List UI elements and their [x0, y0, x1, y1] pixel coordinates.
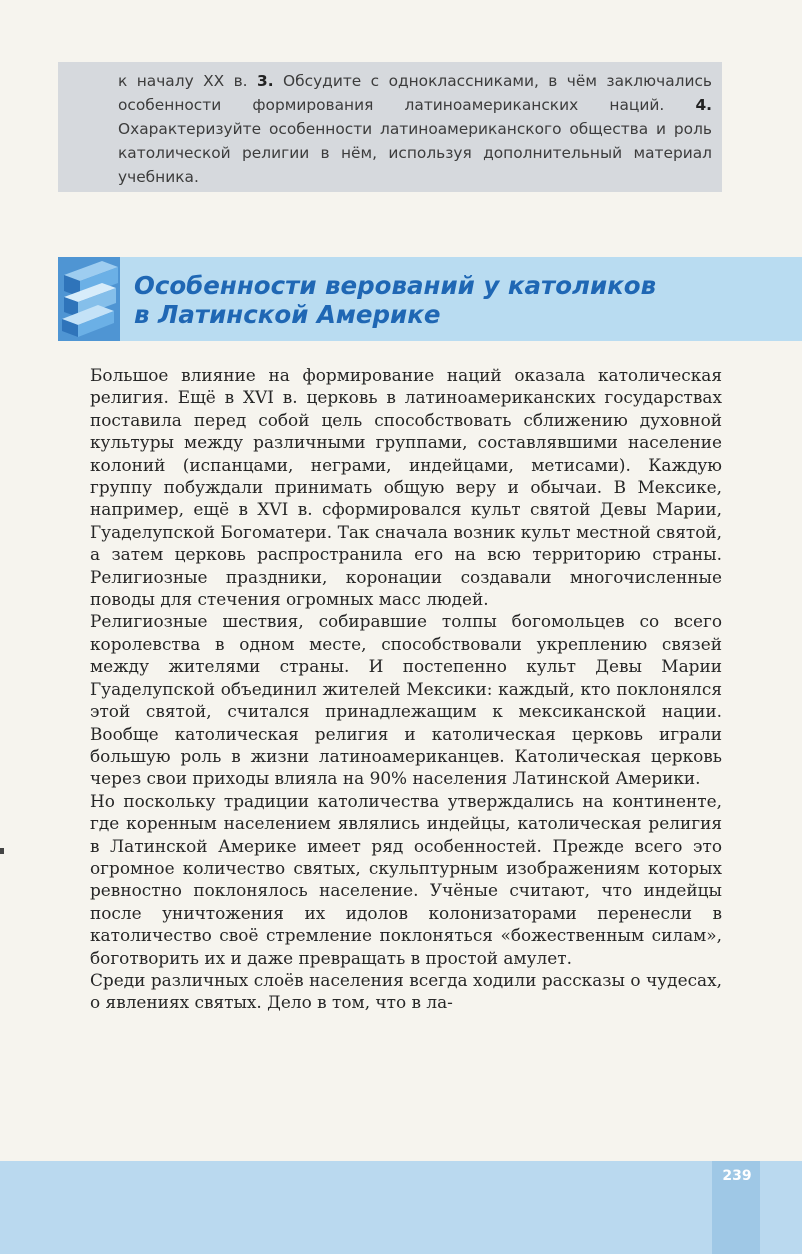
section-title-line1: Особенности верований у католиков [134, 271, 657, 300]
bottom-band [0, 1161, 802, 1254]
tasks-text [118, 69, 712, 189]
paragraph-2: Религиозные шествия, собиравшие толпы богомольцев со всего королевства в одном месте, способствовали укреплению связей между жителями страны. И постепенно культ Девы Марии Гуаделупской объединил жителей Мексики: каждый, кто поклонялся этой святой, считался принадлежащим к мексиканской нации. Вообще католическая религия и католическая церковь играли большую роль в жизни латиноамериканцев. Католическая церковь через свои приходы влияла на 90% населения Латинской Америки. [90, 611, 722, 789]
margin-mark [0, 848, 4, 854]
paragraph-4: Среди различных слоёв населения всегда ходили рассказы о чудесах, о явлениях святых. Дело в том, что в ла- [90, 969, 722, 1013]
tasks-line1: к началу XX в. [118, 72, 258, 90]
section-heading-band [58, 257, 802, 341]
question-4-text: Охарактеризуйте особенности латиноамериканского общества и роль католической религии в нём, используя дополнительный материал учебника. [118, 120, 712, 186]
paragraph-3: Но поскольку традиции католичества утверждались на континенте, где коренным населением являлись индейцы, католическая религия в Латинской Америке имеет ряд особенностей. Прежде всего это огромное количество святых, скульптурным изображениям которых ревностно поклонялось население. Учёные считают, что индейцы после уничтожения их идолов колонизаторами перенесли в католичество своё стремление поклоняться «божественным силам», боготворить их и даже превращать в простой амулет. [90, 790, 722, 968]
page-number: 239 [722, 1168, 752, 1184]
section-title-line2: в Латинской Америке [134, 300, 441, 329]
body-text [90, 364, 722, 1014]
tasks-box [58, 62, 722, 192]
question-3-text: Обсудите с одноклассниками, в чём заключались особенности формирования латиноамериканских наций. [118, 72, 712, 114]
question-3-number: 3. [257, 72, 274, 90]
question-4-number: 4. [695, 96, 712, 114]
section-title [134, 271, 799, 329]
book-stack-icon [58, 257, 120, 341]
paragraph-1: Большое влияние на формирование наций оказала католическая религия. Ещё в XVI в. церковь в латиноамериканских государствах поставила перед собой цель способствовать сближению духовной культуры между различными группами, составлявшими население колоний (испанцами, неграми, индейцами, метисами). Каждую группу побуждали принимать общую веру и обычаи. В Мексике, например, ещё в XVI в. сформировался культ святой Девы Марии, Гуаделупской Богоматери. Так сначала возник культ местной святой, а затем церковь распространила его на всю территорию страны. Религиозные праздники, коронации создавали многочисленные поводы для стечения огромных масс людей. [90, 365, 722, 610]
